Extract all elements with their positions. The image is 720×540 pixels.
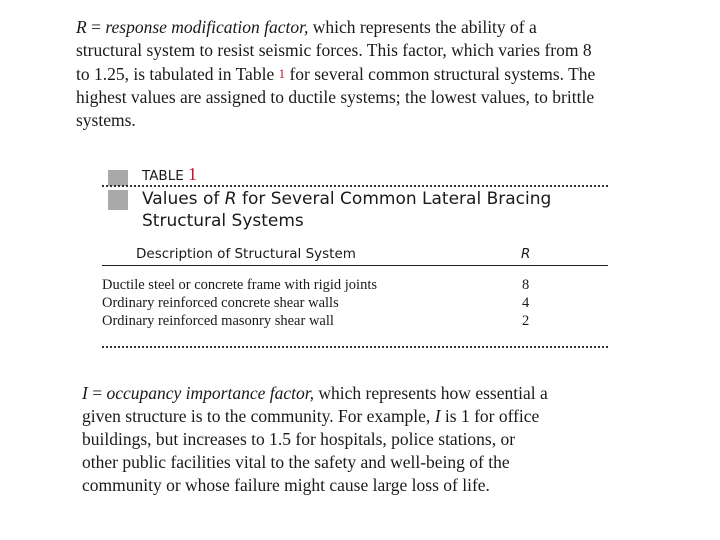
r-text-2: for several common structural systems. The highest values are assigned to ductile systems; the lowest values, to brittle systems. bbox=[76, 64, 596, 130]
table-row bbox=[102, 294, 608, 312]
table-number: 1 bbox=[188, 164, 198, 184]
row-r-value: 2 bbox=[522, 313, 530, 329]
i-symbol-inline: I bbox=[434, 406, 441, 426]
column-header-description: Description of Structural System bbox=[136, 246, 356, 262]
r-symbol: R bbox=[76, 17, 87, 37]
table-body bbox=[102, 276, 608, 330]
i-term: occupancy importance factor, bbox=[106, 383, 314, 403]
row-r-value: 4 bbox=[522, 295, 530, 311]
r-text-1: which represents the ability of a structural system to resist seismic forces. This factor, which varies from 8 to 1.25, is tabulated in Table bbox=[76, 17, 592, 84]
r-term: response modification factor, bbox=[105, 17, 309, 37]
table-reference-link[interactable]: 1 bbox=[278, 66, 286, 81]
row-description: Ordinary reinforced masonry shear wall bbox=[102, 313, 334, 329]
r-definition-paragraph bbox=[76, 16, 606, 132]
column-header-r: R bbox=[521, 246, 531, 262]
equals-sign: = bbox=[91, 17, 101, 37]
row-description: Ductile steel or concrete frame with rigid joints bbox=[102, 277, 378, 293]
table-row bbox=[102, 312, 608, 330]
table-label-text: TABLE bbox=[142, 168, 184, 184]
i-text-2: is 1 for office buildings, but increases to 1.5 for hospitals, police stations, or other public facilities vital to the safety and well-being of the community or whose failure might cause large loss of life. bbox=[82, 406, 540, 495]
table-title bbox=[142, 188, 608, 232]
table-row bbox=[102, 276, 608, 294]
table-marker-bar bbox=[108, 170, 128, 186]
i-text-1: which represents how essential a given structure is to the community. For example, bbox=[82, 383, 548, 426]
row-r-value: 8 bbox=[522, 277, 530, 293]
header-rule bbox=[102, 265, 608, 266]
row-description: Ordinary reinforced concrete shear walls bbox=[102, 295, 339, 311]
table-title-part-1: Values of bbox=[142, 189, 220, 209]
table-title-part-2: for Several Common Lateral Bracing Structural Systems bbox=[142, 189, 552, 231]
equals-sign: = bbox=[92, 383, 103, 403]
i-symbol: I bbox=[82, 383, 88, 403]
i-definition-paragraph bbox=[82, 382, 552, 497]
table-title-symbol: R bbox=[224, 189, 237, 209]
table-bottom-rule bbox=[102, 346, 608, 348]
table-top-rule bbox=[102, 185, 608, 187]
table-marker-bar bbox=[108, 190, 128, 210]
table-label bbox=[142, 164, 197, 185]
